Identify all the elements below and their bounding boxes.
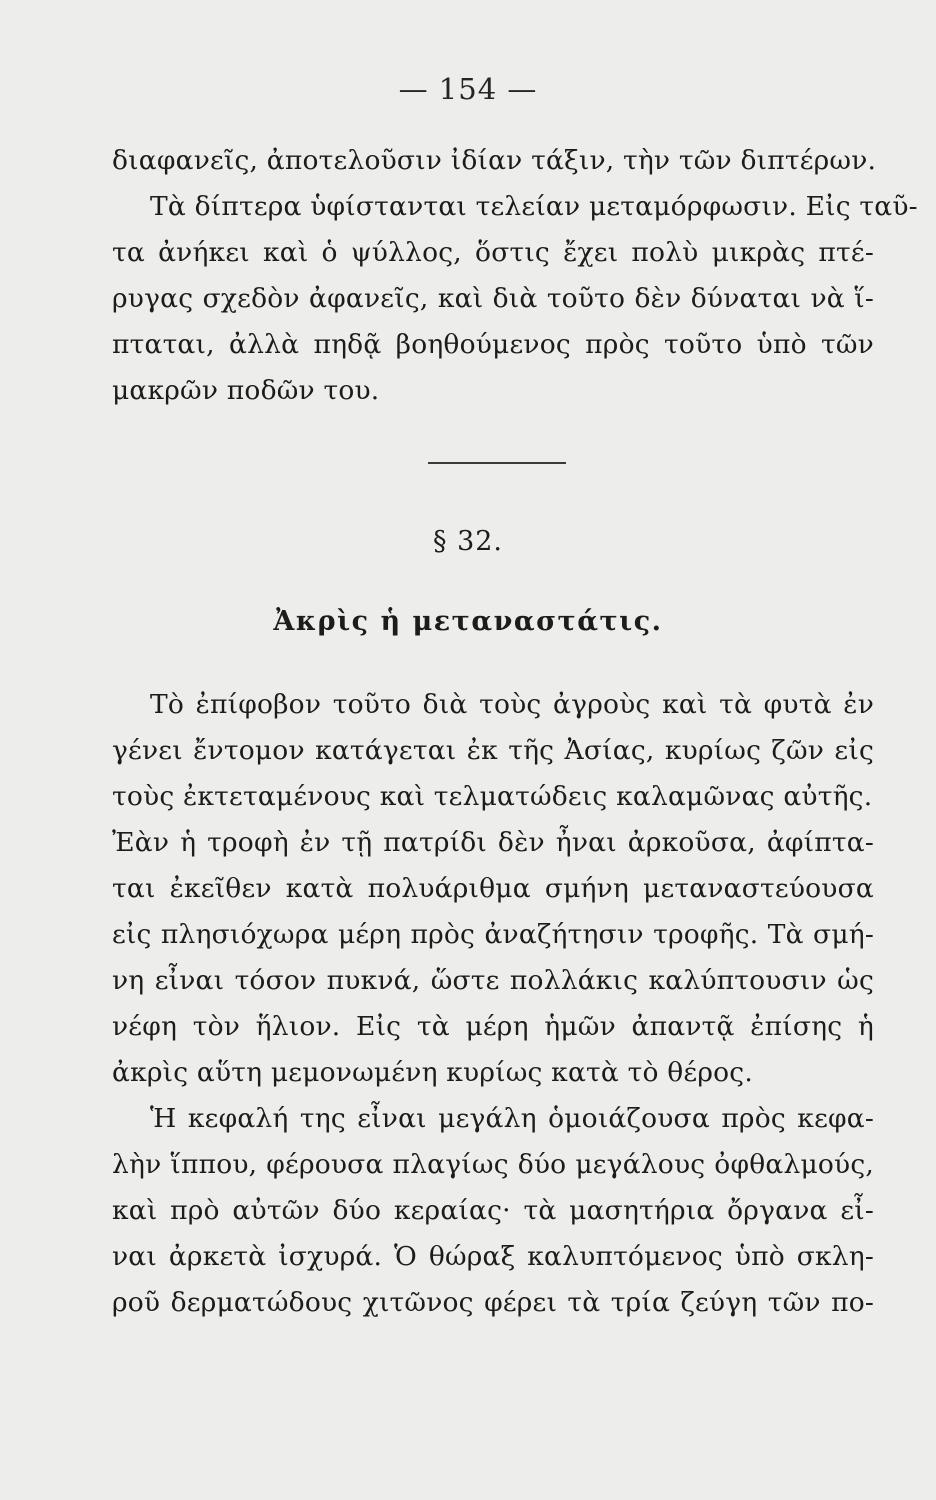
text-line: τα ἀνήκει καὶ ὁ ψύλλος, ὅστις ἔχει πολὺ μικρὰς πτέ- bbox=[112, 237, 874, 268]
text-line: Τὰ δίπτερα ὑφίστανται τελείαν μεταμόρφωσιν. Εἰς ταῦ- bbox=[150, 191, 918, 222]
text-line: νη εἶναι τόσον πυκνά, ὥστε πολλάκις καλύπτουσιν ὡς bbox=[112, 965, 874, 996]
text-line: ρυγας σχεδὸν ἀφανεῖς, καὶ διὰ τοῦτο δὲν δύναται νὰ ἵ- bbox=[112, 283, 874, 314]
section-number: § 32. bbox=[432, 526, 504, 557]
text-line: ροῦ δερματώδους χιτῶνος φέρει τὰ τρία ζεύγη τῶν πο- bbox=[112, 1287, 874, 1318]
text-line: γένει ἔντομον κατάγεται ἐκ τῆς Ἀσίας, κυρίως ζῶν εἰς bbox=[112, 735, 874, 766]
section-title: Ἀκρὶς ἡ μεταναστάτις. bbox=[273, 606, 663, 637]
text-line: μακρῶν ποδῶν του. bbox=[112, 375, 380, 406]
text-line: λὴν ἵππου, φέρουσα πλαγίως δύο μεγάλους ὀφθαλμούς, bbox=[112, 1149, 874, 1180]
paragraph-locust bbox=[112, 682, 874, 1326]
text-line: διαφανεῖς, ἀποτελοῦσιν ἰδίαν τάξιν, τὴν τῶν διπτέρων. bbox=[112, 145, 877, 176]
text-line: Ἐὰν ἡ τροφὴ ἐν τῇ πατρίδι δὲν ἦναι ἀρκοῦσα, ἀφίπτα- bbox=[112, 827, 874, 858]
text-line: πταται, ἀλλὰ πηδᾷ βοηθούμενος πρὸς τοῦτο ὑπὸ τῶν bbox=[112, 329, 874, 360]
page-number: — 154 — bbox=[398, 72, 538, 106]
text-line: τοὺς ἐκτεταμένους καὶ τελματώδεις καλαμῶνας αὐτῆς. bbox=[112, 781, 873, 812]
text-line: εἰς πλησιόχωρα μέρη πρὸς ἀναζήτησιν τροφῆς. Τὰ σμή- bbox=[112, 919, 874, 950]
paragraph-diptera bbox=[112, 138, 918, 414]
text-line: Ἡ κεφαλή της εἶναι μεγάλη ὁμοιάζουσα πρὸς κεφα- bbox=[150, 1103, 874, 1134]
text-line: ἀκρὶς αὕτη μεμονωμένη κυρίως κατὰ τὸ θέρος. bbox=[112, 1057, 753, 1088]
section-divider bbox=[428, 462, 566, 464]
text-line: καὶ πρὸ αὐτῶν δύο κεραίας· τὰ μασητήρια ὄργανα εἶ- bbox=[112, 1195, 874, 1226]
text-line: ναι ἀρκετὰ ἰσχυρά. Ὁ θώραξ καλυπτόμενος ὑπὸ σκλη- bbox=[112, 1241, 874, 1272]
text-line: νέφη τὸν ἥλιον. Εἰς τὰ μέρη ἡμῶν ἀπαντᾷ ἐπίσης ἡ bbox=[112, 1011, 874, 1042]
text-line: Τὸ ἐπίφοβον τοῦτο διὰ τοὺς ἀγροὺς καὶ τὰ φυτὰ ἐν bbox=[150, 689, 874, 720]
text-line: ται ἐκεῖθεν κατὰ πολυάριθμα σμήνη μεταναστεύουσα bbox=[112, 873, 874, 904]
